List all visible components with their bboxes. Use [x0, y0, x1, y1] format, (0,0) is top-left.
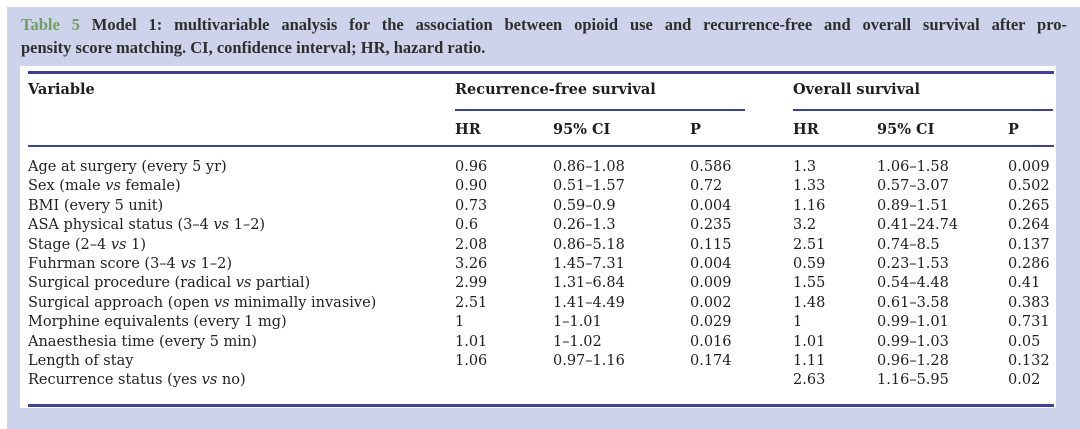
os-hr-cell: 2.51 — [793, 236, 826, 253]
rfs-ci-cell: 1.31–6.84 — [553, 275, 625, 292]
rfs-ci-cell: 0.51–1.57 — [553, 178, 625, 195]
table-row — [28, 352, 1054, 371]
variable-cell: ASA physical status (3–4 vs 1–2) — [28, 217, 266, 234]
os-p-cell: 0.02 — [1008, 372, 1041, 389]
rfs-hr-cell: 1.01 — [455, 333, 488, 350]
os-ci-cell: 0.57–3.07 — [877, 178, 949, 195]
rfs-p-cell: 0.004 — [690, 256, 732, 273]
os-ci-cell: 0.41–24.74 — [877, 217, 959, 234]
variable-cell: Recurrence status (yes vs no) — [28, 372, 246, 389]
os-p-cell: 0.383 — [1008, 294, 1050, 311]
rfs-group-label: Recurrence-free survival — [455, 74, 745, 111]
table-row — [28, 255, 1054, 274]
table-row — [28, 236, 1054, 255]
os-p-cell: 0.132 — [1008, 353, 1050, 370]
variable-cell: Sex (male vs female) — [28, 178, 181, 195]
os-hr-cell: 2.63 — [793, 372, 826, 389]
table-card — [20, 66, 1056, 408]
rfs-p-cell: 0.016 — [690, 333, 732, 350]
os-hr-cell: 1.16 — [793, 197, 826, 214]
rfs-hr-cell: 0.73 — [455, 197, 488, 214]
os-hr-cell: 1 — [793, 314, 803, 331]
os-ci-header: 95% CI — [877, 111, 1008, 146]
rfs-ci-cell: 0.59–0.9 — [553, 197, 616, 214]
rfs-ci-cell: 1–1.01 — [553, 314, 602, 331]
table-row — [28, 294, 1054, 313]
os-p-cell: 0.502 — [1008, 178, 1050, 195]
rfs-hr-cell: 3.26 — [455, 256, 488, 273]
caption-line-2: pensity score matching. CI, confidence interval; HR, hazard ratio. — [21, 38, 486, 57]
rfs-hr-cell — [455, 371, 553, 405]
os-p-cell: 0.137 — [1008, 236, 1050, 253]
rfs-p-cell: 0.174 — [690, 353, 732, 370]
rfs-hr-cell: 1.06 — [455, 353, 488, 370]
os-group-label: Overall survival — [793, 74, 1053, 111]
os-ci-cell: 1.16–5.95 — [877, 372, 949, 389]
variable-cell: Surgical procedure (radical vs partial) — [28, 275, 311, 292]
variable-cell: Stage (2–4 vs 1) — [28, 236, 146, 253]
variable-cell: Fuhrman score (3–4 vs 1–2) — [28, 256, 233, 273]
multivariable-analysis-table — [28, 71, 1054, 407]
rfs-hr-cell: 2.51 — [455, 294, 488, 311]
rfs-ci-cell: 0.86–5.18 — [553, 236, 625, 253]
variable-cell: BMI (every 5 unit) — [28, 197, 164, 214]
os-ci-cell: 0.99–1.03 — [877, 333, 949, 350]
rfs-ci-cell — [553, 371, 690, 405]
rfs-hr-cell: 1 — [455, 314, 465, 331]
os-p-cell: 0.731 — [1008, 314, 1050, 331]
os-p-cell: 0.286 — [1008, 256, 1050, 273]
rfs-p-cell: 0.004 — [690, 197, 732, 214]
os-ci-cell: 0.74–8.5 — [877, 236, 940, 253]
rfs-ci-cell: 0.97–1.16 — [553, 353, 625, 370]
rfs-hr-cell: 0.96 — [455, 159, 488, 175]
table-row — [28, 333, 1054, 352]
table-row — [28, 274, 1054, 293]
os-hr-cell: 1.33 — [793, 178, 826, 195]
rfs-p-cell: 0.115 — [690, 236, 732, 253]
caption-line-1 — [21, 13, 1067, 36]
table-number-label: Table 5 — [21, 15, 80, 34]
os-p-cell: 0.009 — [1008, 159, 1050, 175]
os-ci-cell: 0.89–1.51 — [877, 197, 949, 214]
os-ci-cell: 1.06–1.58 — [877, 159, 949, 175]
os-ci-cell: 0.54–4.48 — [877, 275, 949, 292]
os-hr-cell: 1.11 — [793, 353, 826, 370]
caption-text-part1: Model 1: multivariable analysis for the association between opioid use and recurrence-free and overall survival after pro- — [91, 15, 1068, 34]
os-hr-cell: 1.3 — [793, 159, 817, 175]
os-hr-cell: 1.48 — [793, 294, 826, 311]
table-caption — [21, 13, 1067, 59]
table-row — [28, 146, 1054, 177]
variable-cell: Age at surgery (every 5 yr) — [28, 159, 227, 175]
rfs-hr-header: HR — [455, 111, 553, 146]
rfs-ci-cell: 1.41–4.49 — [553, 294, 625, 311]
rfs-ci-cell: 0.86–1.08 — [553, 159, 625, 175]
table-row — [28, 177, 1054, 196]
group-header-row — [28, 73, 1054, 112]
rfs-ci-cell: 1–1.02 — [553, 333, 602, 350]
os-hr-cell: 1.55 — [793, 275, 826, 292]
os-p-header: P — [1008, 111, 1054, 146]
rfs-p-cell — [690, 371, 793, 405]
os-p-cell: 0.264 — [1008, 217, 1050, 234]
os-hr-header: HR — [793, 111, 877, 146]
rfs-group-header — [455, 73, 793, 112]
os-hr-cell: 0.59 — [793, 256, 826, 273]
table-row — [28, 197, 1054, 216]
os-group-header — [793, 73, 1054, 112]
os-ci-cell: 0.99–1.01 — [877, 314, 949, 331]
rfs-p-cell: 0.586 — [690, 159, 732, 175]
variable-cell: Anaesthesia time (every 5 min) — [28, 333, 257, 350]
variable-cell: Surgical approach (open vs minimally invasive) — [28, 294, 377, 311]
rfs-p-cell: 0.009 — [690, 275, 732, 292]
rfs-ci-header: 95% CI — [553, 111, 690, 146]
os-ci-cell: 0.61–3.58 — [877, 294, 949, 311]
rfs-p-cell: 0.235 — [690, 217, 732, 234]
rfs-hr-cell: 0.90 — [455, 178, 488, 195]
variable-column-header: Variable — [28, 73, 455, 147]
os-p-cell: 0.265 — [1008, 197, 1050, 214]
rfs-ci-cell: 0.26–1.3 — [553, 217, 616, 234]
rfs-hr-cell: 0.6 — [455, 217, 479, 234]
rfs-hr-cell: 2.99 — [455, 275, 488, 292]
os-ci-cell: 0.23–1.53 — [877, 256, 949, 273]
variable-cell: Morphine equivalents (every 1 mg) — [28, 314, 287, 331]
variable-cell: Length of stay — [28, 353, 134, 370]
rfs-p-cell: 0.029 — [690, 314, 732, 331]
os-p-cell: 0.05 — [1008, 333, 1041, 350]
os-p-cell: 0.41 — [1008, 275, 1041, 292]
os-hr-cell: 3.2 — [793, 217, 817, 234]
rfs-hr-cell: 2.08 — [455, 236, 488, 253]
os-hr-cell: 1.01 — [793, 333, 826, 350]
rfs-p-header: P — [690, 111, 793, 146]
table-row — [28, 216, 1054, 235]
rfs-p-cell: 0.002 — [690, 294, 732, 311]
rfs-ci-cell: 1.45–7.31 — [553, 256, 625, 273]
rfs-p-cell: 0.72 — [690, 178, 723, 195]
os-ci-cell: 0.96–1.28 — [877, 353, 949, 370]
table-row — [28, 371, 1054, 405]
table-row — [28, 313, 1054, 332]
